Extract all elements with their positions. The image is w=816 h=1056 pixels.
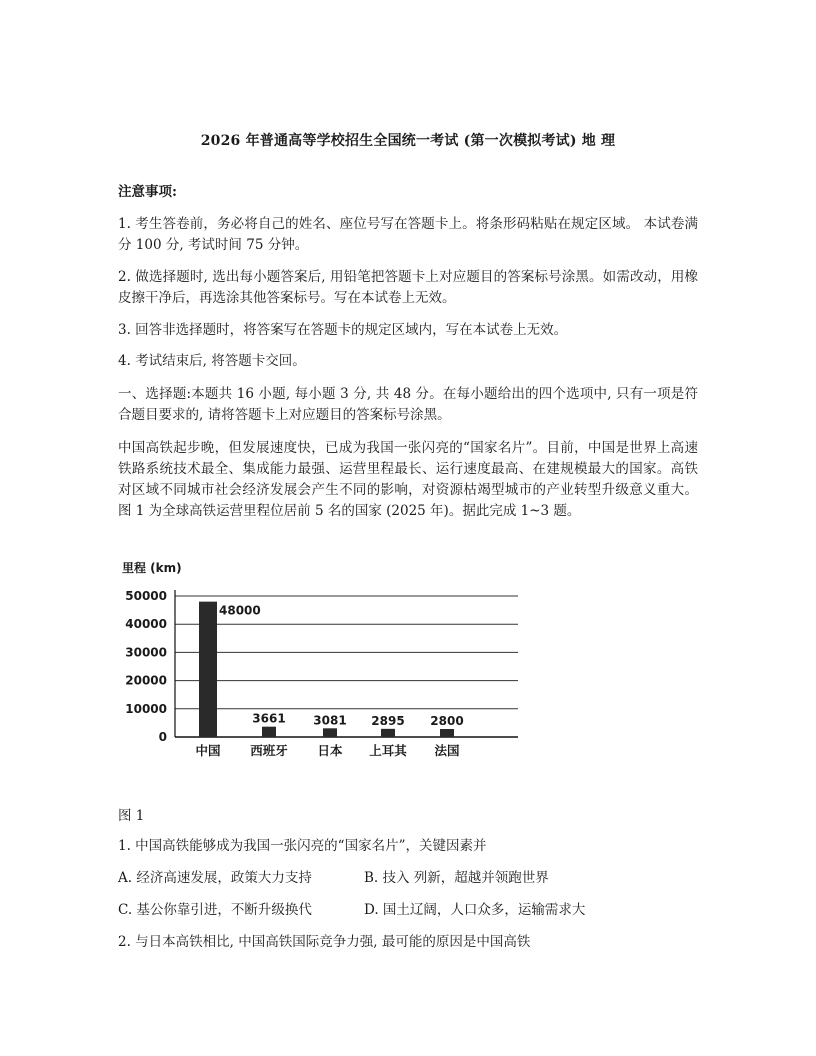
figure-label: 图 1 (118, 808, 145, 824)
data-label-0: 48000 (219, 603, 261, 618)
chart-svg (120, 556, 530, 766)
notice-item-2: 2. 做选择题时, 选出每小题答案后, 用铅笔把答题卡上对应题目的答案标号涂黑。如需改动，用橡皮擦干净后，再选涂其他答案标号。写在本试卷上无效。 (118, 269, 698, 306)
category-label-1: 西班牙 (250, 743, 288, 758)
y-tick-label: 20000 (125, 673, 167, 688)
exam-title: 2026 年普通高等学校招生全国统一考试 (第一次模拟考试) 地 理 (200, 133, 616, 149)
data-label-1: 3661 (252, 711, 286, 726)
question-1-options-row-1 (118, 868, 549, 889)
category-label-0: 中国 (195, 743, 221, 758)
bar-4 (440, 729, 454, 737)
y-tick-label: 10000 (125, 701, 167, 716)
category-label-2: 日本 (317, 743, 343, 758)
passage: 中国高铁起步晚，但发展速度快，已成为我国一张闪亮的“国家名片”。目前，中国是世界上高速铁路系统技术最全、集成能力最强、运营里程最长、运行速度最高、在建规模最大的国家。高铁对区域不同城市社会经济发展会产生不同的影响，对资源枯竭型城市的产业转型升级意义重大。图 1 为全球高铁运营里程位居前 5 名的国家 (2025 年)。据此完成 1~3 题。 (118, 440, 698, 519)
bar-2 (323, 728, 337, 737)
question-1-options-row-2 (118, 900, 585, 921)
bar-0 (199, 602, 217, 737)
option-c: C. 基公你靠引进，不断升级换代 (118, 902, 312, 918)
y-axis-label: 里程 (km) (122, 561, 182, 575)
mileage-bar-chart (120, 556, 530, 766)
data-label-2: 3081 (313, 713, 347, 728)
y-tick-label: 30000 (125, 645, 167, 660)
notice-item-1: 1. 考生答卷前，务必将自己的姓名、座位号写在答题卡上。将条形码粘贴在规定区域。 本试卷满分 100 分, 考试时间 75 分钟。 (118, 216, 698, 253)
bar-1 (262, 727, 276, 737)
notice-item-3: 3. 回答非选择题时，将答案写在答题卡的规定区域内，写在本试卷上无效。 (118, 322, 568, 338)
y-tick-label: 50000 (125, 589, 167, 603)
category-label-3: 上耳其 (369, 743, 407, 758)
notice-heading: 注意事项: (118, 184, 177, 200)
data-label-4: 2800 (430, 714, 464, 728)
option-a: A. 经济高速发展，政策大力支持 (118, 870, 312, 886)
option-b: B. 技入 列新，超越并领跑世界 (364, 870, 549, 886)
category-label-4: 法国 (434, 743, 460, 758)
notice-item-4: 4. 考试结束后, 将答题卡交回。 (118, 353, 306, 369)
data-label-3: 2895 (371, 713, 405, 728)
section-intro: 一、选择题:本题共 16 小题, 每小题 3 分, 共 48 分。在每小题给出的四个选项中, 只有一项是符合题目要求的, 请将答题卡上对应题目的答案标号涂黑。 (118, 386, 698, 423)
bar-3 (381, 729, 395, 737)
question-2-stem: 2. 与日本高铁相比, 中国高铁国际竞争力强, 最可能的原因是中国高铁 (118, 934, 531, 950)
question-1-stem: 1. 中国高铁能够成为我国一张闪亮的“国家名片”，关键因素并 (118, 838, 487, 854)
y-tick-label: 40000 (125, 617, 167, 632)
y-tick-label: 0 (158, 730, 167, 744)
option-d: D. 国土辽阔，人口众多，运输需求大 (364, 902, 586, 918)
